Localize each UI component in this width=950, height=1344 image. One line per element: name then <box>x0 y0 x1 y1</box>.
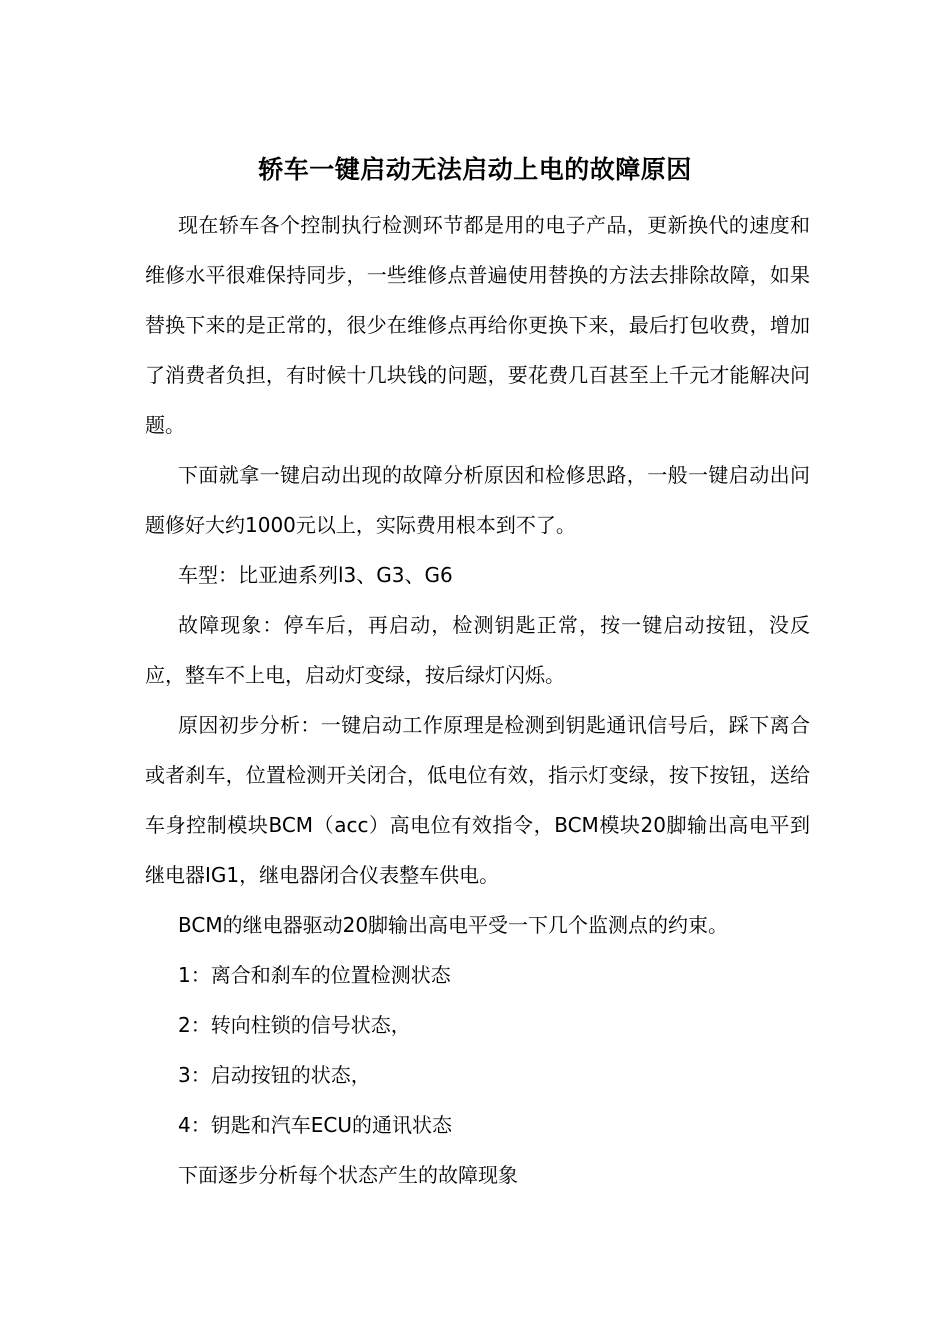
paragraph-next-steps: 下面逐步分析每个状态产生的故障现象 <box>178 1163 518 1187</box>
paragraph-car-model: 车型：比亚迪系列l3、G3、G6 <box>178 563 453 587</box>
list-item-3: 3：启动按钮的状态， <box>178 1063 371 1087</box>
list-item-1: 1：离合和刹车的位置检测状态 <box>178 963 451 987</box>
paragraph-fault-symptom: 故障现象：停车后，再启动，检测钥匙正常，按一键启动按钮，没反应，整车不上电，启动灯变绿，按后绿灯闪烁。 <box>145 613 810 687</box>
paragraph-cause-analysis: 原因初步分析：一键启动工作原理是检测到钥匙通讯信号后，踩下离合或者刹车，位置检测开关闭合，低电位有效，指示灯变绿，按下按钮，送给车身控制模块BCM（acc）高电位有效指令，BCM模块20脚输出高电平到继电器IG1，继电器闭合仪表整车供电。 <box>145 713 810 887</box>
paragraph-bcm-constraints: BCM的继电器驱动20脚输出高电平受一下几个监测点的约束。 <box>178 913 729 937</box>
list-item-2: 2：转向柱锁的信号状态， <box>178 1013 411 1037</box>
list-item-4: 4：钥匙和汽车ECU的通讯状态 <box>178 1113 452 1137</box>
document-body <box>145 200 810 1200</box>
document-title: 轿车一键启动无法启动上电的故障原因 <box>258 155 692 184</box>
paragraph-intro: 现在轿车各个控制执行检测环节都是用的电子产品，更新换代的速度和维修水平很难保持同步，一些维修点普遍使用替换的方法去排除故障，如果替换下来的是正常的，很少在维修点再给你更换下来，最后打包收费，增加了消费者负担，有时候十几块钱的问题，要花费几百甚至上千元才能解决问题。 <box>145 213 810 437</box>
paragraph-repair-approach: 下面就拿一键启动出现的故障分析原因和检修思路，一般一键启动出问题修好大约1000元以上，实际费用根本到不了。 <box>145 463 810 537</box>
